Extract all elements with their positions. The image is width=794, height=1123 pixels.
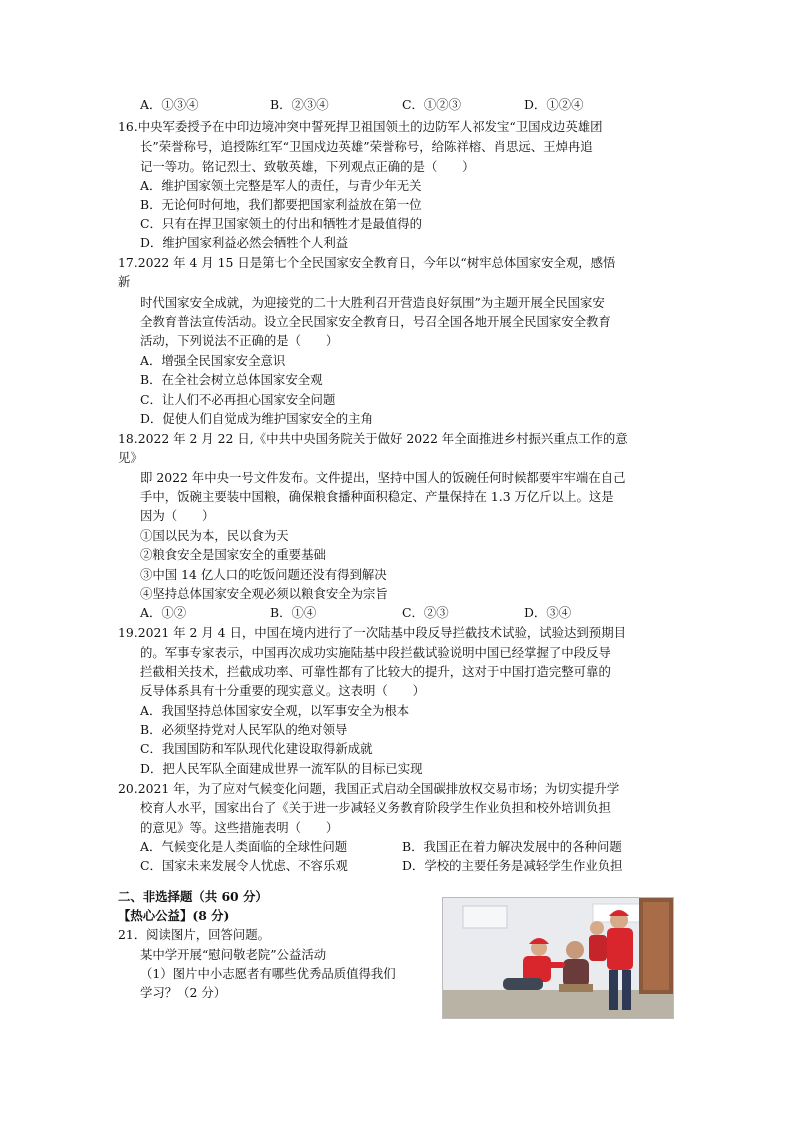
q20-stem-line-3: 的意见》等。这些措施表明（ ）	[140, 820, 339, 835]
q18-option-c: C．②③	[402, 605, 449, 620]
q17-stem-line-4: 全教育普法宣传活动。设立全民国家安全教育日，号召全国各地开展全民国家安全教育	[140, 314, 611, 329]
q16-option-d: D．维护国家利益必然会牺牲个人利益	[140, 235, 349, 250]
q20-option-b: B．我国正在着力解决发展中的各种问题	[402, 839, 622, 854]
q19-option-d: D．把人民军队全面建成世界一流军队的目标已实现	[140, 761, 423, 776]
q19-option-b: B．必须坚持党对人民军队的绝对领导	[140, 722, 348, 737]
q20-stem-line-1: 20.2021 年，为了应对气候变化问题，我国正式启动全国碳排放权交易市场；为切实提升学	[118, 781, 620, 796]
q18-option-d: D．③④	[524, 605, 572, 620]
volunteer-photo	[442, 897, 674, 1019]
q21-line-3: （1）图片中小志愿者有哪些优秀品质值得我们	[140, 966, 396, 981]
q20-option-c: C．国家未来发展令人忧虑、不容乐观	[140, 858, 348, 873]
q18-option-b: B．①④	[270, 605, 317, 620]
q18-stem-line-4: 手中，饭碗主要装中国粮，确保粮食播种面积稳定、产量保持在 1.3 万亿斤以上。这是	[140, 489, 614, 504]
q20-options-row-2	[140, 857, 680, 875]
q15-option-d: D．①②④	[524, 97, 584, 112]
q15-options	[140, 96, 660, 114]
q15-option-a: A．①③④	[140, 97, 199, 112]
q16-stem-line-2: 长”荣誉称号，追授陈红军“卫国戍边英雄”荣誉称号，给陈祥榕、肖思远、王焯冉追	[140, 139, 593, 154]
q18-item-4: ④坚持总体国家安全观必须以粮食安全为宗旨	[140, 586, 388, 601]
q19-stem-line-2: 的。军事专家表示，中国再次成功实施陆基中段拦截试验说明中国已经掌握了中段反导	[140, 645, 611, 660]
q16-option-c: C．只有在捍卫国家领土的付出和牺牲才是最值得的	[140, 216, 423, 231]
q16-stem-line-1: 16.中央军委授予在中印边境冲突中誓死捍卫祖国领土的边防军人祁发宝“卫国戍边英雄团	[118, 119, 603, 134]
q20-option-d: D．学校的主要任务是减轻学生作业负担	[402, 858, 623, 873]
q17-option-a: A．增强全民国家安全意识	[140, 353, 286, 368]
q21-line-4: 学习？（2 分）	[140, 985, 227, 1000]
q19-option-c: C．我国国防和军队现代化建设取得新成就	[140, 741, 373, 756]
q19-option-a: A．我国坚持总体国家安全观，以军事安全为根本	[140, 703, 410, 718]
q21-line-2: 某中学开展“慰问敬老院”公益活动	[140, 947, 327, 962]
q16-stem-line-3: 记一等功。铭记烈士、致敬英雄，下列观点正确的是（ ）	[140, 159, 475, 174]
q18-item-3: ③中国 14 亿人口的吃饭问题还没有得到解决	[140, 567, 387, 582]
q19-stem-line-3: 拦截相关技术，拦截成功率、可靠性都有了比较大的提升，这对于中国打造完整可靠的	[140, 664, 611, 679]
section-heading: 二、非选择题（共 60 分）	[118, 889, 268, 904]
q18-option-a: A．①②	[140, 605, 187, 620]
q16-option-b: B．无论何时何地，我们都要把国家利益放在第一位	[140, 197, 422, 212]
q20-options-row-1	[140, 838, 680, 856]
q18-stem-line-1: 18.2022 年 2 月 22 日,《中共中央国务院关于做好 2022 年全面推进乡村振兴重点工作的意	[118, 431, 628, 446]
q20-option-a: A．气候变化是人类面临的全球性问题	[140, 839, 348, 854]
q17-option-c: C．让人们不必再担心国家安全问题	[140, 392, 336, 407]
volunteer-photo-illustration	[443, 898, 673, 1018]
q17-stem-line-5: 活动，下列说法不正确的是（ ）	[140, 333, 339, 348]
q17-stem-line-3: 时代国家安全成就，为迎接党的二十大胜利召开营造良好氛围”为主题开展全民国家安	[140, 295, 605, 310]
q17-stem-line-2: 新	[118, 274, 131, 289]
q18-item-1: ①国以民为本，民以食为天	[140, 528, 289, 543]
q20-stem-line-2: 校育人水平，国家出台了《关于进一步减轻义务教育阶段学生作业负担和校外培训负担	[140, 800, 611, 815]
q15-option-b: B．②③④	[270, 97, 329, 112]
q21-line-1: 21．阅读图片，回答问题。	[118, 927, 271, 942]
q18-stem-line-2: 见》	[118, 450, 143, 465]
q18-options	[140, 604, 660, 622]
q17-option-b: B．在全社会树立总体国家安全观	[140, 372, 323, 387]
section-subheading: 【热心公益】(8 分)	[118, 908, 230, 923]
q15-option-c: C．①②③	[402, 97, 462, 112]
q17-option-d: D．促使人们自觉成为维护国家安全的主角	[140, 411, 373, 426]
q18-item-2: ②粮食安全是国家安全的重要基础	[140, 547, 326, 562]
q18-stem-line-3: 即 2022 年中央一号文件发布。文件提出，坚持中国人的饭碗任何时候都要牢牢端在自己	[140, 470, 626, 485]
q17-stem-line-1: 17.2022 年 4 月 15 日是第七个全民国家安全教育日，今年以“树牢总体国家安全观，感悟	[118, 255, 616, 270]
q19-stem-line-4: 反导体系具有十分重要的现实意义。这表明（ ）	[140, 683, 425, 698]
q18-stem-line-5: 因为（ ）	[140, 508, 215, 523]
q16-option-a: A．维护国家领土完整是军人的责任，与青少年无关	[140, 178, 422, 193]
q19-stem-line-1: 19.2021 年 2 月 4 日，中国在境内进行了一次陆基中段反导拦截技术试验，试验达到预期目	[118, 625, 626, 640]
